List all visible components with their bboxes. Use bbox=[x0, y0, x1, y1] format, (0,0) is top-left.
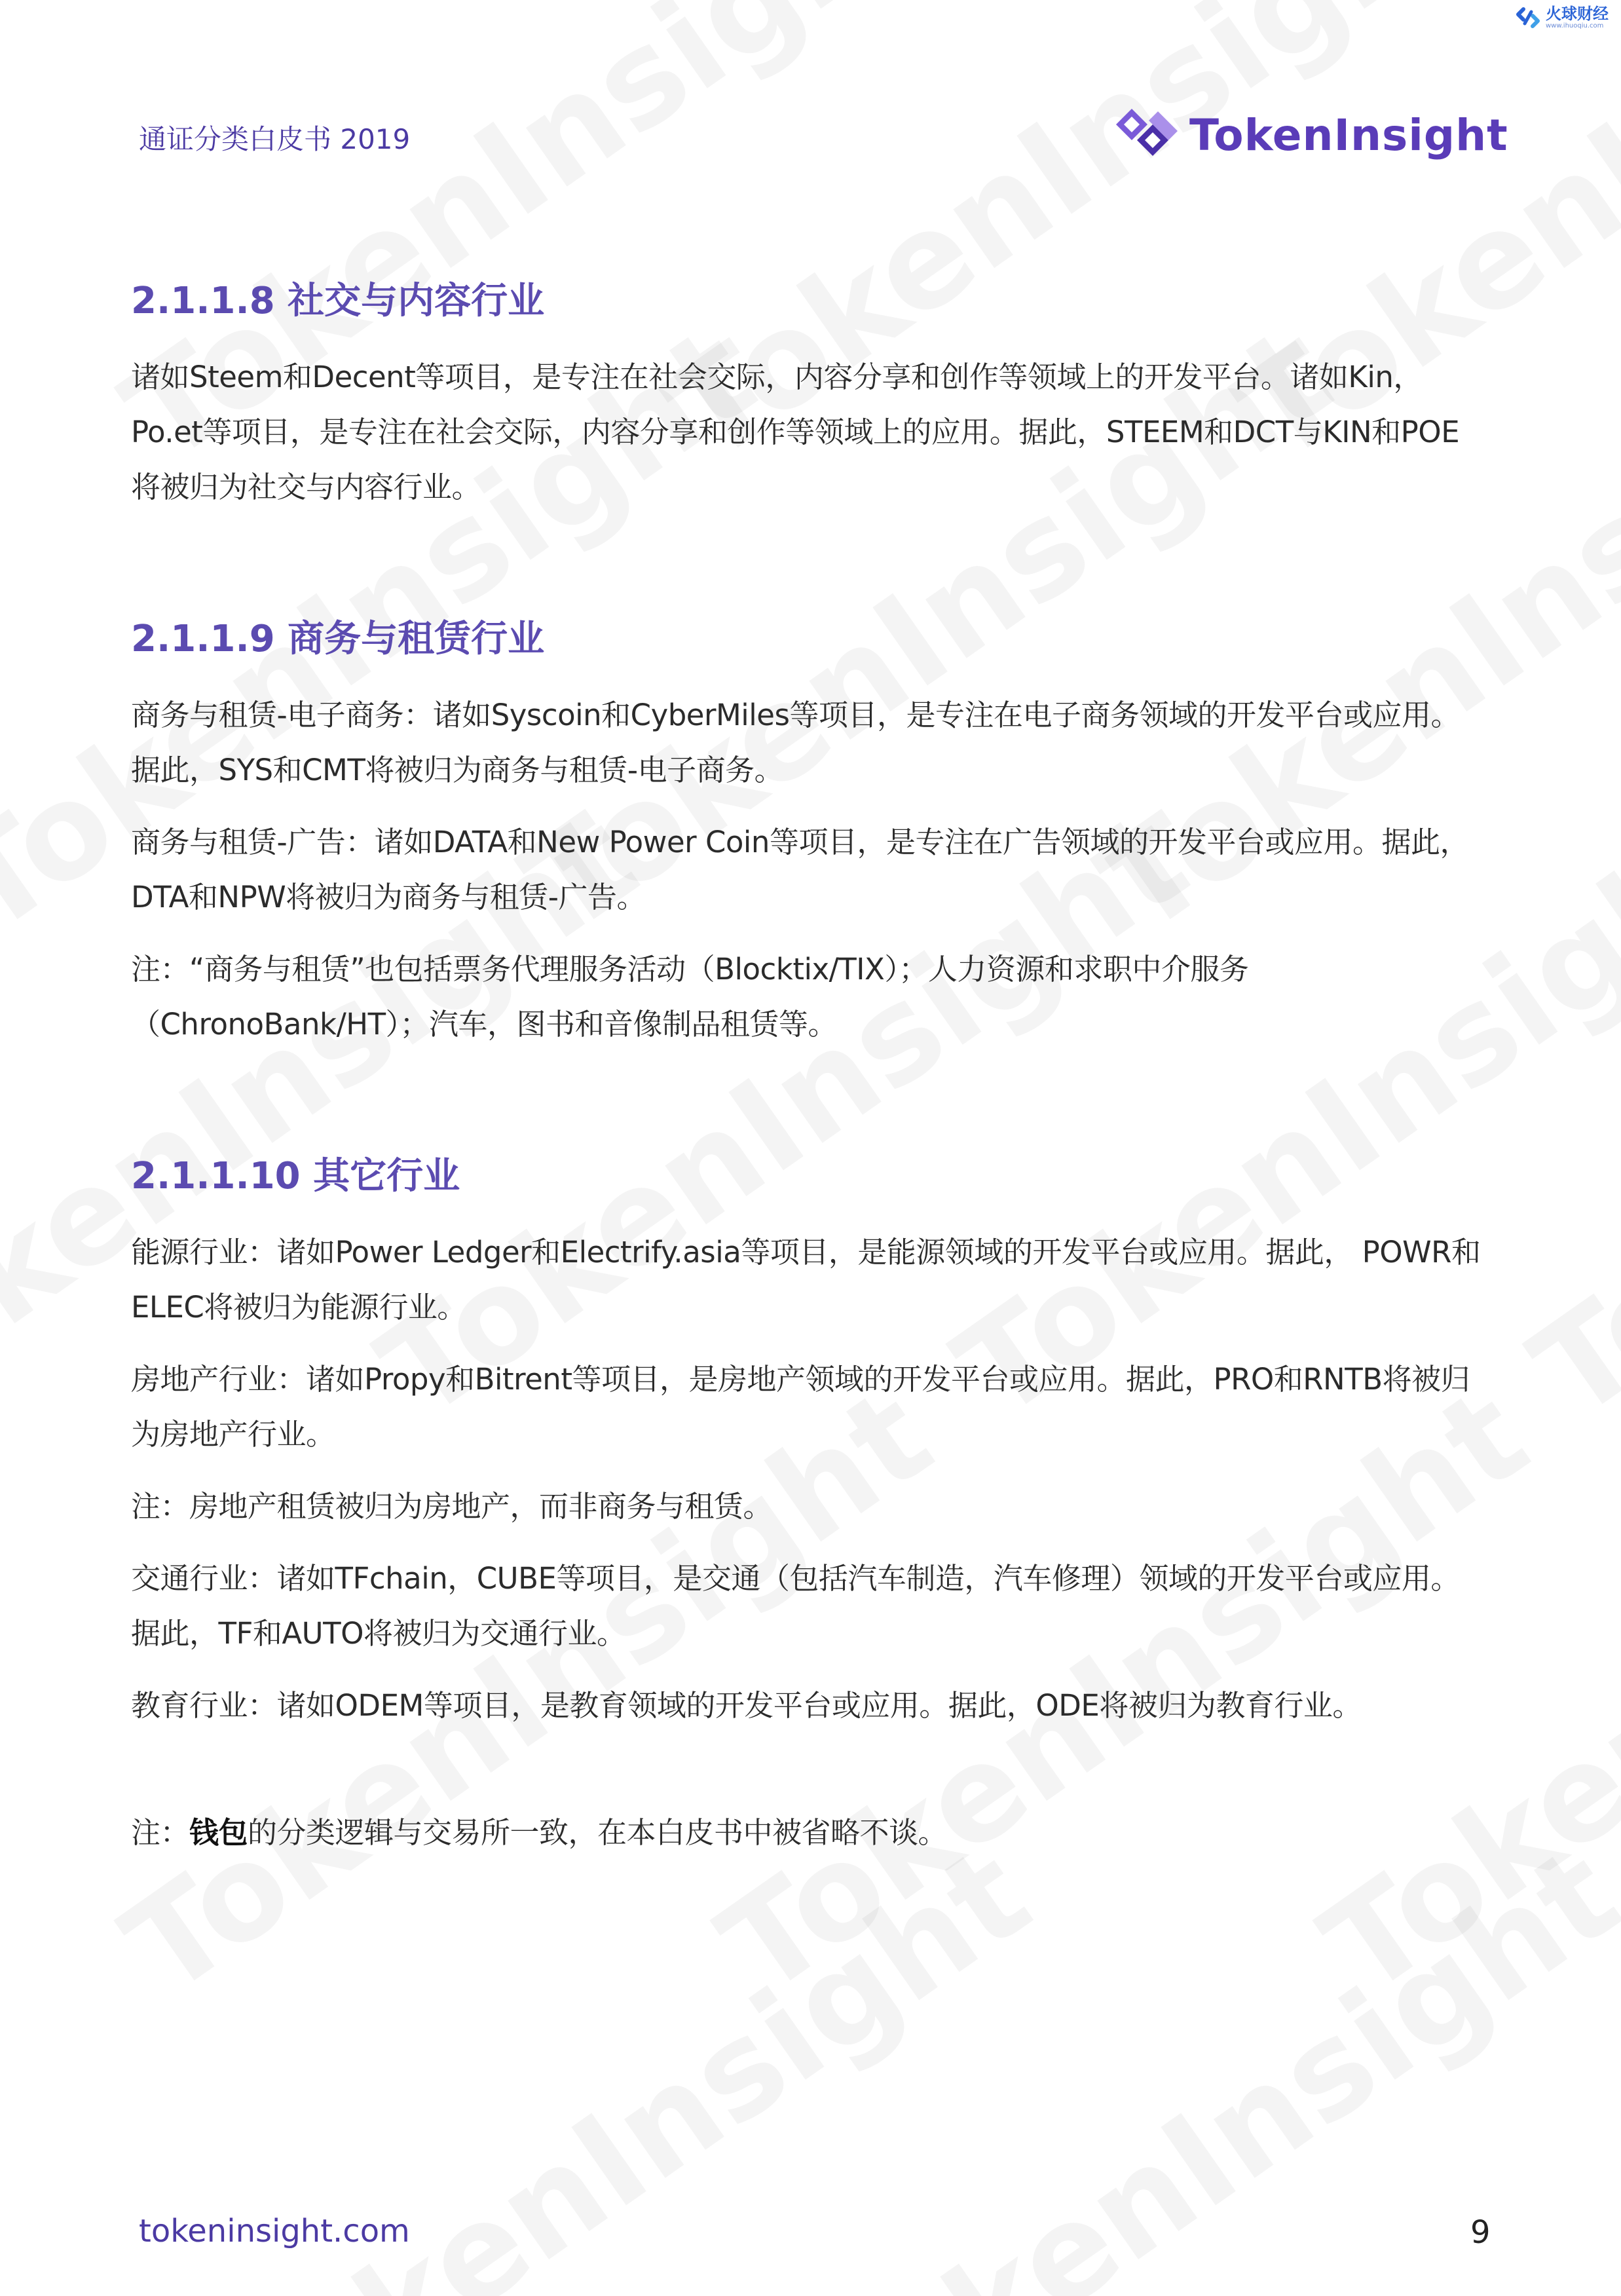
note-text: 的分类逻辑与交易所一致，在本白皮书中被省略不谈。 bbox=[248, 1815, 948, 1850]
paragraph bbox=[131, 350, 1497, 515]
watermark-text bbox=[1506, 783, 1621, 1448]
corner-badge bbox=[1514, 4, 1609, 31]
paragraph bbox=[131, 942, 1497, 1052]
paragraph-line: 能源行业：诸如Power Ledger和Electrify.asia等项目，是能源领域的开发平台或应用。据此， POWR和 bbox=[131, 1235, 1481, 1270]
page-number: 9 bbox=[1470, 2214, 1491, 2251]
paragraph bbox=[131, 1352, 1497, 1462]
section-heading: 2.1.1.10 其它行业 bbox=[131, 1155, 460, 1197]
section-heading: 2.1.1.9 商务与租赁行业 bbox=[131, 618, 545, 660]
paragraph-line: 房地产行业：诸如Propy和Bitrent等项目，是房地产领域的开发平台或应用。据此，PRO和RNTB将被归 bbox=[131, 1362, 1470, 1397]
paragraph-line: 教育行业：诸如ODEM等项目，是教育领域的开发平台或应用。据此，ODE将被归为教育行业。 bbox=[131, 1688, 1362, 1723]
watermark-text bbox=[786, 1818, 1621, 2296]
footer-website-link[interactable]: tokeninsight.com bbox=[139, 2213, 410, 2249]
paragraph-line: 注：房地产租赁被归为房地产，而非商务与租赁。 bbox=[131, 1489, 773, 1524]
paragraph-line: 注：“商务与租赁”也包括票务代理服务活动（Blocktix/TIX）；人力资源和求职中介服务 bbox=[131, 952, 1249, 987]
paragraph-line: 为房地产行业。 bbox=[131, 1417, 335, 1452]
paragraph bbox=[131, 1678, 1497, 1733]
paragraph-line: Po.et等项目，是专注在社会交际，内容分享和创作等领域上的应用。据此，STEEM和DCT与KIN和POE bbox=[131, 415, 1460, 449]
paragraph-line: 将被归为社交与内容行业。 bbox=[131, 470, 481, 504]
paragraph-line: 交通行业：诸如TFchain，CUBE等项目，是交通（包括汽车制造，汽车修理）领域的开发平台或应用。 bbox=[131, 1561, 1460, 1596]
main-content bbox=[131, 275, 1497, 1860]
note-prefix: 注： bbox=[131, 1815, 190, 1850]
paragraph bbox=[131, 1225, 1497, 1335]
tokeninsight-logo bbox=[1112, 102, 1508, 168]
corner-badge-name: 火球财经 bbox=[1546, 5, 1609, 23]
note-bold-term: 钱包 bbox=[189, 1815, 248, 1850]
section-heading: 2.1.1.8 社交与内容行业 bbox=[131, 280, 545, 322]
link-icon bbox=[1514, 4, 1542, 31]
corner-badge-url: www.ihuoqiu.com bbox=[1546, 22, 1604, 29]
paragraph-line: ELEC将被归为能源行业。 bbox=[131, 1290, 466, 1325]
paragraph bbox=[131, 1551, 1497, 1661]
paragraph-line: DTA和NPW将被归为商务与租赁-广告。 bbox=[131, 880, 646, 914]
paragraph bbox=[131, 688, 1497, 798]
paragraph-line: （ChronoBank/HT）；汽车，图书和音像制品租赁等。 bbox=[131, 1007, 838, 1042]
paragraph-line: 商务与租赁-电子商务：诸如Syscoin和CyberMiles等项目，是专注在电子商务领域的开发平台或应用。 bbox=[131, 698, 1460, 732]
paragraph-line: 诸如Steem和Decent等项目，是专注在社会交际，内容分享和创作等领域上的开发平台。诸如Kin， bbox=[131, 360, 1423, 394]
wallet-note bbox=[131, 1805, 1497, 1860]
paragraph bbox=[131, 1479, 1497, 1534]
logo-wordmark: TokenInsight bbox=[1189, 109, 1508, 160]
paragraph bbox=[131, 815, 1497, 925]
logo-mark-icon bbox=[1112, 102, 1183, 168]
paragraph-line: 商务与租赁-广告：诸如DATA和New Power Coin等项目，是专注在广告领域的开发平台或应用。据此， bbox=[131, 825, 1469, 859]
paragraph-line: 据此，TF和AUTO将被归为交通行业。 bbox=[131, 1616, 626, 1651]
document-title: 通证分类白皮书 2019 bbox=[139, 123, 411, 155]
paragraph-line: 据此，SYS和CMT将被归为商务与租赁-电子商务。 bbox=[131, 753, 784, 787]
